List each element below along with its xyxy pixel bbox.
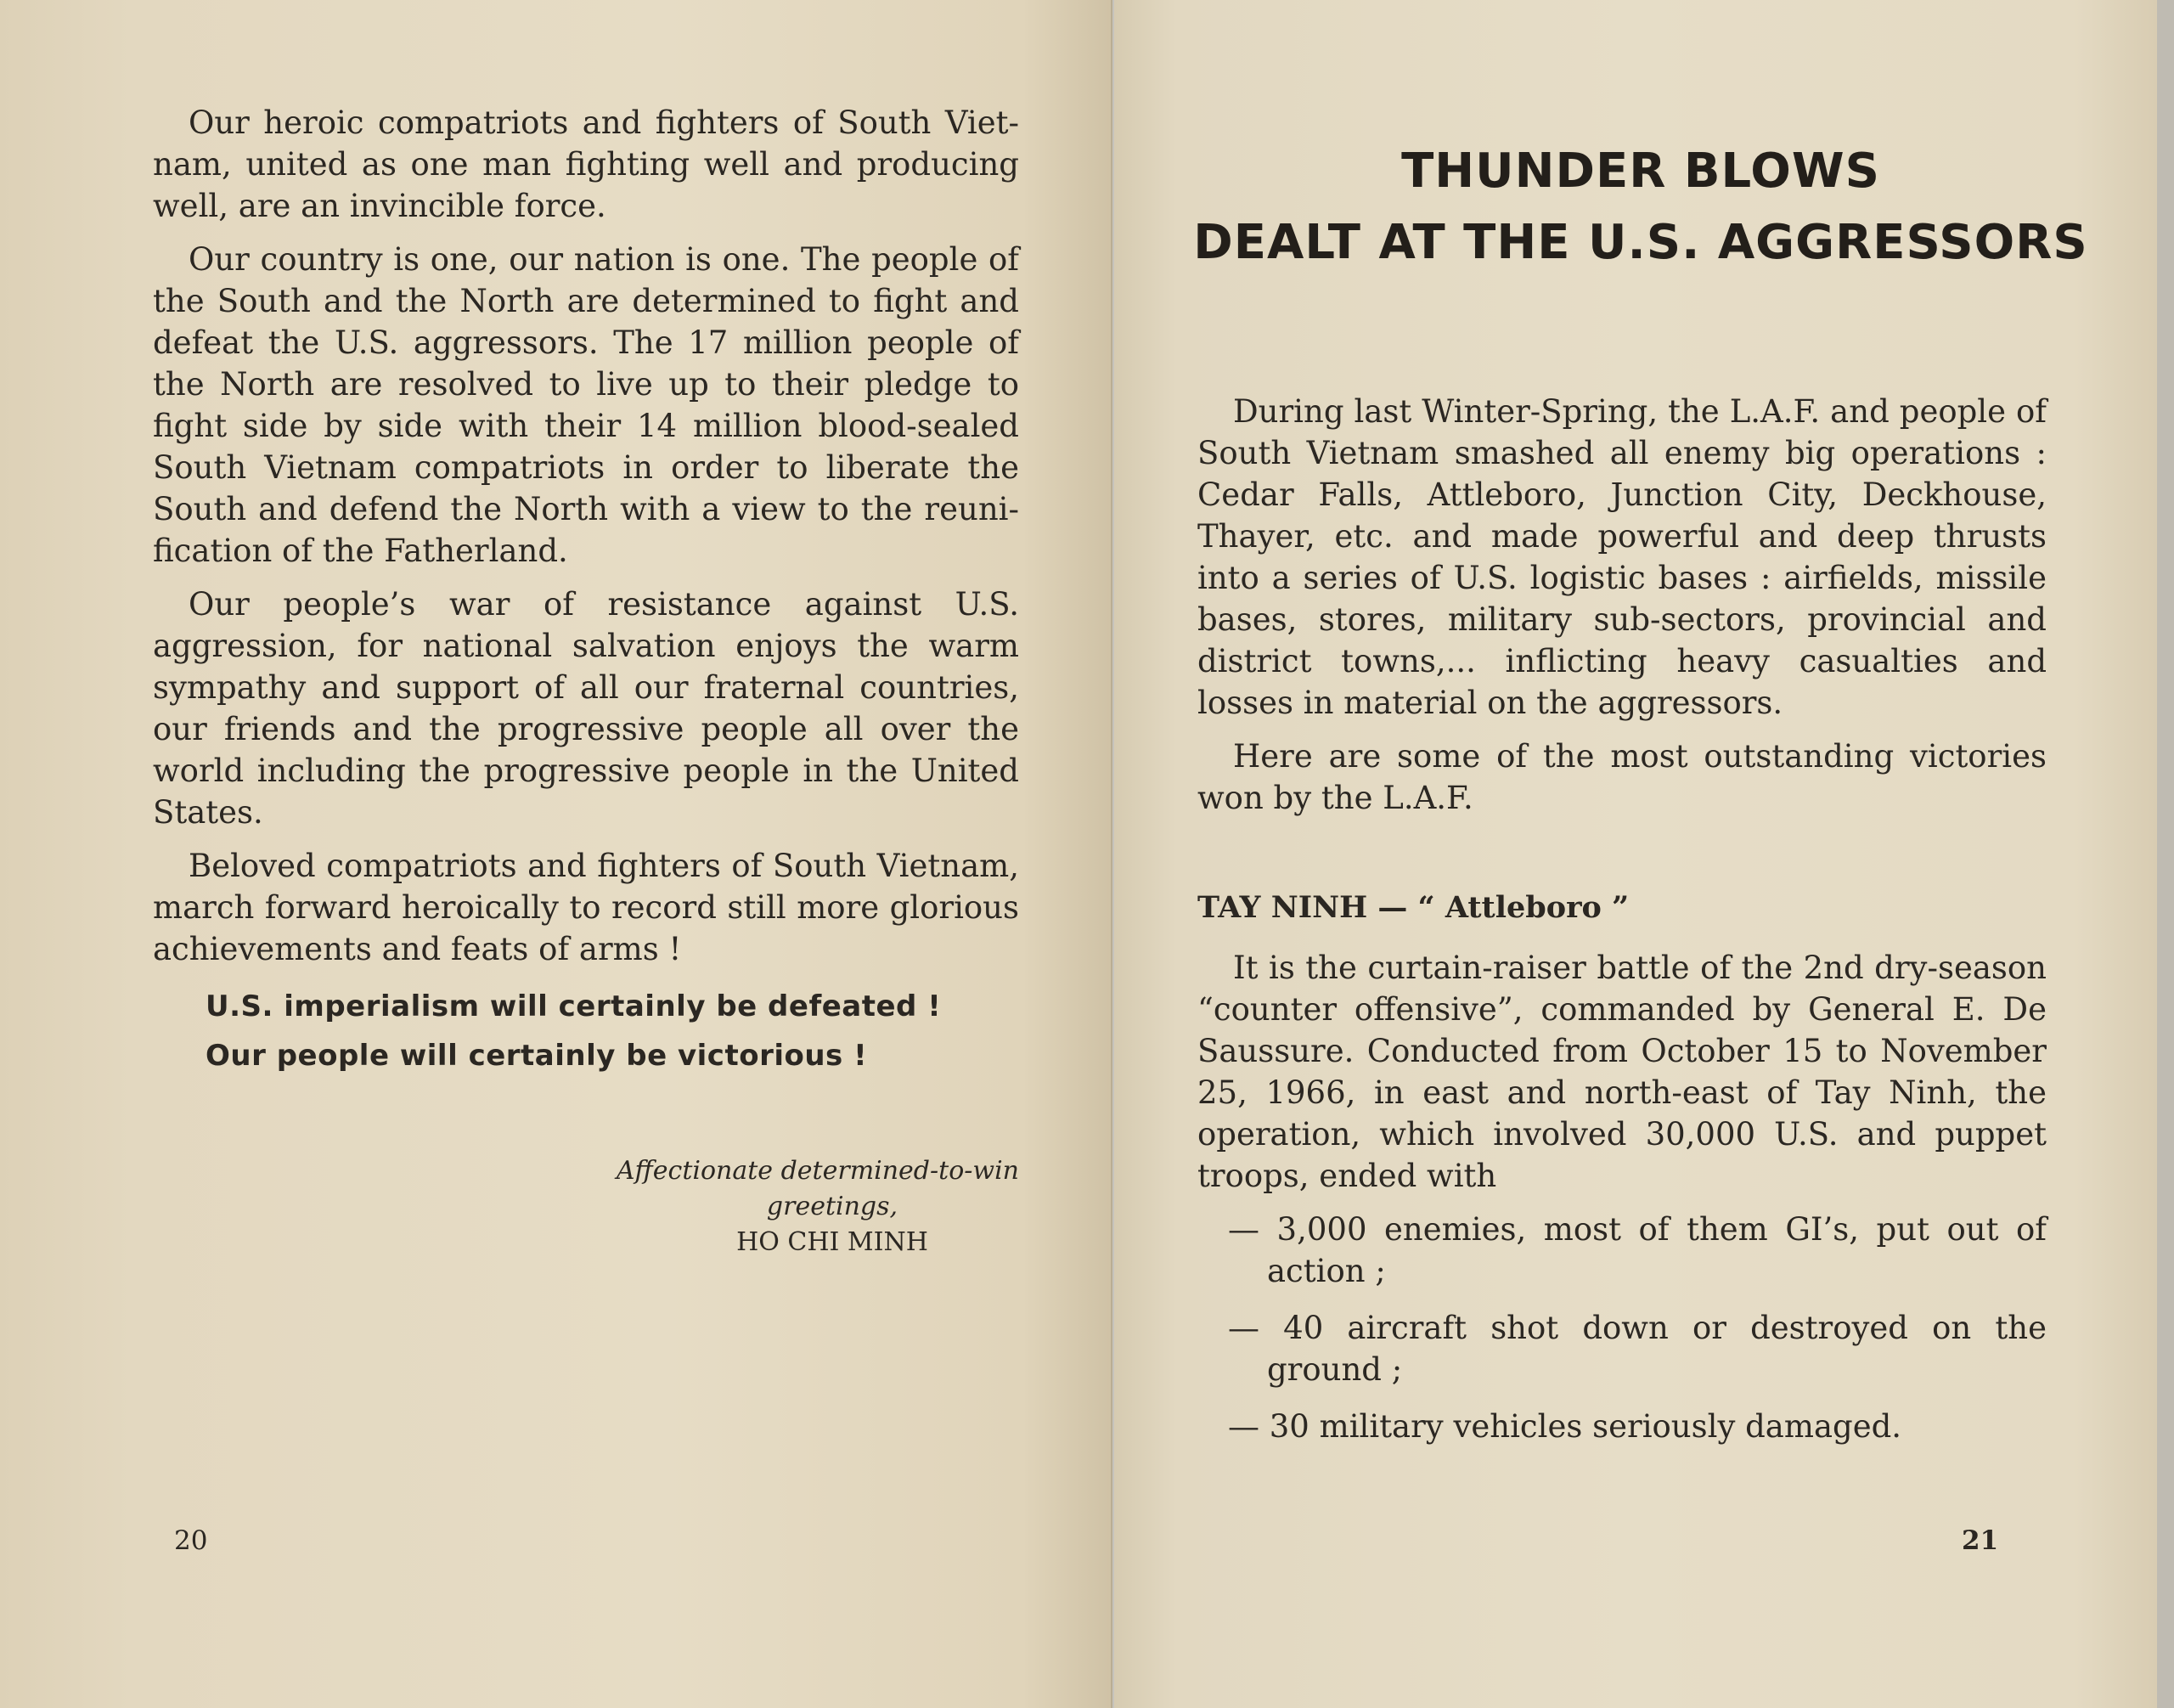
paragraph: During last Winter-Spring, the L.A.F. and people of South Vietnam smashed all enemy big operations : Cedar Falls, Attleboro, Junction City, Deckhouse, Thayer, etc. and made powerful and deep thrusts into a series of U.S. logistic bases : airfields, missile bases, stores, military sub-sectors, provincial and district towns,... inflicting heavy casualties and losses in material on the aggressors.: [1197, 393, 2047, 721]
paragraph: It is the curtain-raiser battle of the 2nd dry-season “counter offensive”, commanded by General E. De Saussure. Conducted from October 15 to November 25, 1966, in east and north-east of Tay Ninh, the operation, which involved 30,000 U.S. and puppet troops, ended with: [1197, 950, 2047, 1194]
title-line: THUNDER BLOWS: [1401, 144, 1880, 199]
greeting-line: Affectionate determined-to-win: [616, 1156, 1019, 1186]
slogan: U.S. imperialism will certainly be defeated !: [206, 989, 942, 1023]
paragraph: Our people’s war of resistance against U.S. aggression, for national salvation enjoys the warm sympathy and support of all our fraternal countries, our friends and the progressive people all over the world including the progressive people in the United States.: [153, 586, 1019, 831]
section-heading: TAY NINH — “ Attleboro ”: [1197, 890, 1630, 925]
paragraph: Beloved compatriots and fighters of South Vietnam, march forward heroically to record still more glorious achievements and feats of arms !: [153, 848, 1019, 967]
title-line: DEALT AT THE U.S. AGGRESSORS: [1193, 215, 2088, 270]
page-title: [1165, 136, 2116, 279]
slogan: Our people will certainly be victorious !: [206, 1039, 868, 1073]
page-number: 21: [1962, 1525, 1999, 1556]
list-item: — 3,000 enemies, most of them GI’s, put out of action ;: [1228, 1211, 2047, 1289]
signature-name: HO CHI MINH: [736, 1227, 928, 1257]
right-page: [1114, 0, 2157, 1708]
left-page-body: [153, 102, 1019, 1080]
right-page-body: [1197, 391, 2047, 1463]
list-item: — 40 aircraft shot down or destroyed on the ground ;: [1228, 1310, 2047, 1388]
paragraph: Here are some of the most outstanding victories won by the L.A.F.: [1197, 738, 2047, 816]
greeting-line: greetings,: [766, 1192, 898, 1221]
signature-block: [544, 1153, 1019, 1260]
page-number: 20: [174, 1525, 208, 1556]
list-item: — 30 military vehicles seriously damaged.: [1228, 1408, 1902, 1445]
paragraph: Our country is one, our nation is one. The people of the South and the North are determined to fight and defeat the U.S. aggressors. The 17 million people of the North are resolved to live up to their pledge to fight side by side with their 14 million blood-sealed South Vietnam compatriots in order to liberate the South and defend the North with a view to the reuni-fication of the Fatherland.: [153, 241, 1019, 569]
paragraph: Our heroic compatriots and fighters of South Viet-nam, united as one man fighting well and producing well, are an invincible force.: [153, 104, 1019, 224]
